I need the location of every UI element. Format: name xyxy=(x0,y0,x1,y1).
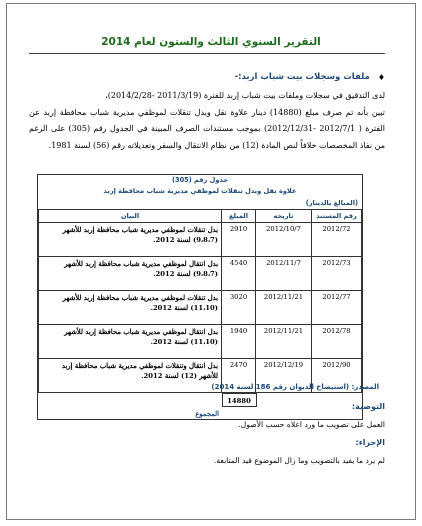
paragraph-2: تبين بأنه تم صرف مبلغ (14880) دينار علاوة نقل وبدل تنقلات لموظفي مديرية شباب محافظة إربد عن الفترة ( 2012/7/1 -2012/12/31) بموجب مستندات الصرف المبينة في الجدول رقم (305) على الرغم من نفاذ المخصصات خلافاً لنص المادة (12) من نظام الانتقال والسفر وتعديلاته رقم (56) لسنة 1981. xyxy=(29,107,385,150)
header-description: البيان xyxy=(39,210,222,223)
table-caption: جدول رقم (305) xyxy=(171,176,229,184)
section-body xyxy=(29,88,385,154)
cell-doc-number: 2012/72 xyxy=(312,223,362,257)
table-total-row xyxy=(38,393,362,419)
header-date: تاريخه xyxy=(256,210,312,223)
cell-doc-number: 2012/90 xyxy=(312,359,362,393)
cell-description: بدل انتقال لموظفي مديرية شباب محافظة إربد للأشهر (11،10) لسنة 2012. xyxy=(39,325,222,359)
cell-doc-number: 2012/73 xyxy=(312,257,362,291)
section-heading xyxy=(235,72,385,82)
table-subcaption: علاوة نقل وبدل تنقلات لموظفي مديرية شباب محافظة إربد xyxy=(103,187,297,195)
table-row xyxy=(39,223,362,257)
cell-amount: 2470 xyxy=(222,359,256,393)
action-heading: الإجراء: xyxy=(355,438,385,447)
cell-date: 2012/12/19 xyxy=(256,359,312,393)
cell-description: بدل تنقلات لموظفي مديرية شباب محافظة إربد للأشهر (11،10) لسنة 2012. xyxy=(39,291,222,325)
total-label: المجموع xyxy=(195,409,219,418)
cell-date: 2012/11/21 xyxy=(256,291,312,325)
document-page xyxy=(6,3,416,520)
cell-doc-number: 2012/78 xyxy=(312,325,362,359)
table-header-row xyxy=(39,210,362,223)
header-doc-number: رقم المستند xyxy=(312,210,362,223)
report-title: التقرير السنوي الثالث والستون لعام 2014 xyxy=(101,36,321,48)
cell-doc-number: 2012/77 xyxy=(312,291,362,325)
cell-amount: 4540 xyxy=(222,257,256,291)
cell-amount: 3020 xyxy=(222,291,256,325)
table-row xyxy=(39,325,362,359)
cell-date: 2012/11/7 xyxy=(256,257,312,291)
expenses-table xyxy=(38,209,362,393)
recommendation-heading: التوصية: xyxy=(351,402,385,411)
recommendation-text: العمل على تصويب ما ورد اعلاه حسب الأصول. xyxy=(238,420,385,429)
header-amount: المبلغ xyxy=(222,210,256,223)
table-row xyxy=(39,291,362,325)
cell-description: بدل انتقال وتنقلات لموظفي مديرية شباب محافظة إربد للأشهر (12) لسنة 2012. xyxy=(39,359,222,393)
table-row xyxy=(39,257,362,291)
total-value: 14880 xyxy=(222,394,256,407)
cell-description: بدل تنقلات لموظفي مديرية شباب محافظة إربد للأشهر (9،8،7) لسنة 2012. xyxy=(39,223,222,257)
table-source: المصدر: (استيضاح الديوان رقم 186 لسنة 2014) xyxy=(211,383,379,391)
title-divider xyxy=(29,53,385,54)
action-text: لم يرد ما يفيد بالتصويب وما زال الموضوع قيد المتابعة. xyxy=(213,456,385,465)
cell-date: 2012/10/7 xyxy=(256,223,312,257)
cell-description: بدل انتقال لموظفي مديرية شباب محافظة إربد للأشهر (9،8،7) لسنة 2012. xyxy=(39,257,222,291)
section-heading-text: ملفات وسجلات بيت شباب اربد:- xyxy=(234,72,370,82)
paragraph-1: لدى التدقيق في سجلات وملفات بيت شباب إربد للفترة (2011/3/19 -2014/2/28)، xyxy=(105,91,385,100)
cell-amount: 2910 xyxy=(222,223,256,257)
cell-amount: 1940 xyxy=(222,325,256,359)
table-unit-note: (المبالغ بالدينار) xyxy=(305,199,358,207)
cell-date: 2012/11/21 xyxy=(256,325,312,359)
bullet-icon: ♦ xyxy=(377,72,385,82)
